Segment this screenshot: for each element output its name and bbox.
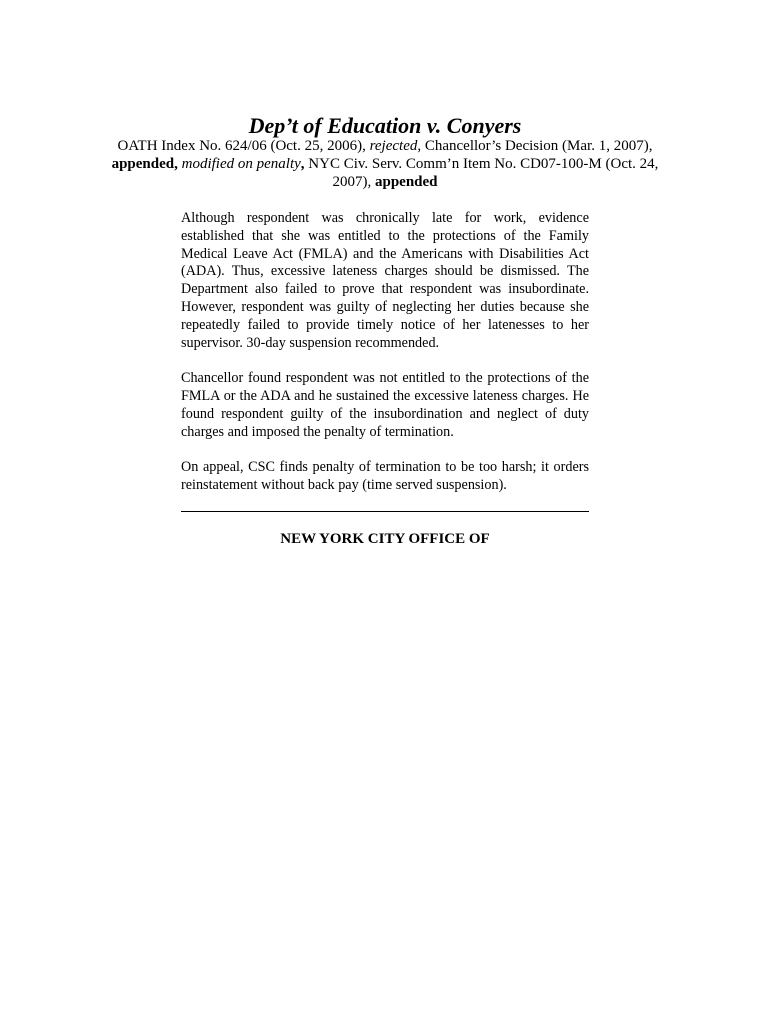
divider-rule	[181, 511, 589, 512]
case-citation	[100, 137, 670, 191]
citation-modified-on-penalty: modified on penalty	[181, 156, 301, 172]
citation-text-oath: OATH Index No. 624/06 (Oct. 25, 2006),	[117, 138, 370, 154]
summary-paragraph-oath: Although respondent was chronically late for work, evidence established that she was entitled to the protections of the Family Medical Leave Act (FMLA) and the Americans with Disabilities Act (ADA). Thus, excessive lateness charges should be dismissed. The Department also failed to prove that respondent was insubordinate. However, respondent was guilty of neglecting her duties because she repeatedly failed to provide timely notice of her latenesses to her supervisor. 30-day suspension recommended.	[181, 210, 589, 351]
citation-appended-2: appended	[374, 174, 438, 190]
office-heading: NEW YORK CITY OFFICE OF	[280, 531, 490, 547]
case-title: Dep’t of Education v. Conyers	[248, 113, 522, 138]
case-summary	[181, 210, 589, 495]
citation-rejected: rejected	[369, 138, 418, 154]
citation-comma: ,	[300, 156, 305, 172]
citation-appended-1: appended,	[111, 156, 178, 172]
summary-paragraph-appeal: On appeal, CSC finds penalty of termination to be too harsh; it orders reinstatement without back pay (time served suspension).	[181, 459, 589, 493]
citation-text-chancellor: , Chancellor’s Decision (Mar. 1, 2007),	[417, 138, 653, 154]
citation-text-csc: NYC Civ. Serv. Comm’n Item No. CD07-100-M (Oct. 24, 2007),	[304, 156, 659, 190]
summary-paragraph-chancellor: Chancellor found respondent was not entitled to the protections of the FMLA or the ADA and he sustained the excessive lateness charges. He found respondent guilty of the insubordination and neglect of duty charges and imposed the penalty of termination.	[181, 370, 589, 440]
